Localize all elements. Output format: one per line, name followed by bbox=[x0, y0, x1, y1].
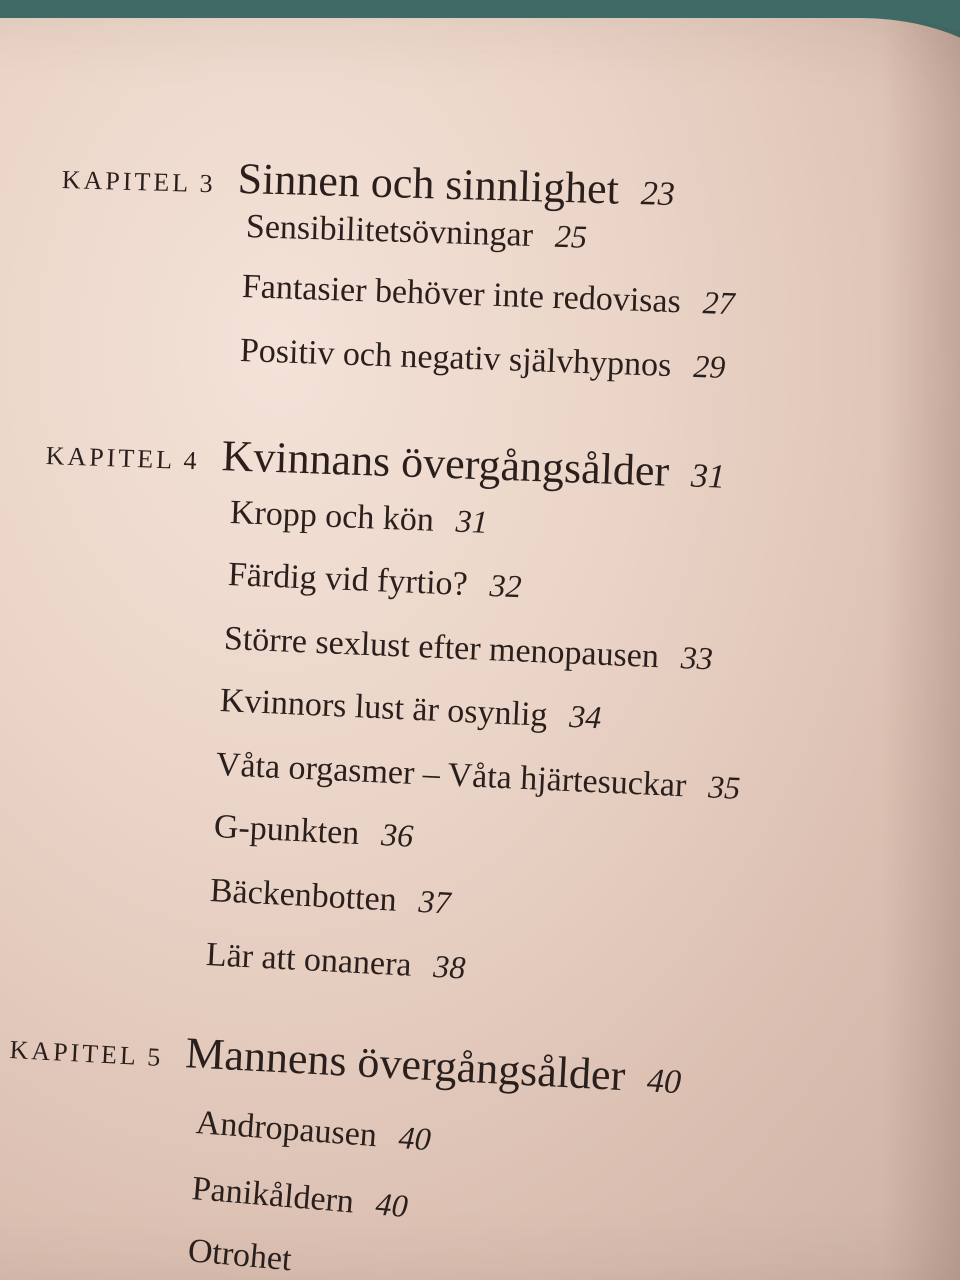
section-title: Andropausen bbox=[194, 1104, 379, 1155]
section-title: Fantasier behöver inte redovisas bbox=[241, 268, 682, 321]
section-title: Positiv och negativ självhypnos bbox=[239, 332, 672, 385]
chapter-heading bbox=[9, 1018, 683, 1104]
section-page-number: 38 bbox=[432, 947, 467, 986]
section-page-number: 32 bbox=[488, 566, 523, 605]
chapter-heading bbox=[61, 148, 675, 216]
chapter-heading bbox=[45, 424, 726, 499]
section-title: Större sexlust efter menopausen bbox=[223, 620, 660, 676]
section-title: Lär att onanera bbox=[205, 936, 413, 984]
section-entry bbox=[223, 620, 713, 678]
section-entry bbox=[227, 556, 522, 606]
section-entry bbox=[186, 1232, 293, 1279]
section-title: Sensibilitetsövningar bbox=[245, 208, 534, 255]
section-page-number: 27 bbox=[702, 284, 736, 322]
section-page-number: 40 bbox=[397, 1118, 433, 1158]
chapter-label: KAPITEL 5 bbox=[8, 1035, 165, 1073]
section-page-number: 31 bbox=[455, 502, 489, 540]
section-page-number: 25 bbox=[554, 217, 588, 255]
chapter-page-number: 31 bbox=[690, 457, 726, 496]
section-title: Otrohet bbox=[186, 1232, 294, 1279]
section-entry bbox=[239, 332, 726, 387]
section-entry bbox=[219, 682, 602, 737]
chapter-title: Mannens övergångsålder bbox=[184, 1028, 627, 1101]
section-title: Kropp och kön bbox=[229, 494, 435, 539]
section-entry bbox=[205, 936, 466, 988]
section-entry bbox=[245, 208, 587, 257]
section-page-number: 33 bbox=[680, 639, 714, 677]
section-entry bbox=[190, 1170, 409, 1226]
chapter-title: Kvinnans övergångsålder bbox=[220, 431, 670, 496]
chapter-page-number: 23 bbox=[640, 175, 676, 214]
chapter-label: KAPITEL 3 bbox=[61, 165, 217, 199]
chapter-title: Sinnen och sinnlighet bbox=[237, 153, 620, 214]
section-title: Våta orgasmer – Våta hjärtesuckar bbox=[215, 746, 688, 805]
section-entry bbox=[209, 872, 452, 923]
section-page-number: 37 bbox=[417, 882, 452, 921]
section-title: Kvinnors lust är osynlig bbox=[219, 682, 549, 734]
section-title: Bäckenbotten bbox=[209, 872, 398, 919]
section-entry bbox=[241, 268, 735, 323]
section-page-number: 40 bbox=[374, 1185, 410, 1225]
section-page-number: 36 bbox=[380, 816, 415, 854]
section-page-number: 35 bbox=[707, 768, 742, 806]
section-entry bbox=[229, 494, 488, 542]
chapter-page-number: 40 bbox=[646, 1062, 682, 1102]
section-title: Panikåldern bbox=[190, 1170, 356, 1221]
section-entry bbox=[215, 746, 741, 808]
section-page-number: 34 bbox=[568, 697, 603, 736]
section-entry bbox=[213, 808, 414, 856]
section-title: Färdig vid fyrtio? bbox=[227, 556, 469, 604]
section-page-number: 29 bbox=[692, 347, 726, 385]
chapter-label: KAPITEL 4 bbox=[45, 441, 201, 476]
section-title: G-punkten bbox=[213, 808, 361, 853]
section-entry bbox=[195, 1104, 432, 1159]
